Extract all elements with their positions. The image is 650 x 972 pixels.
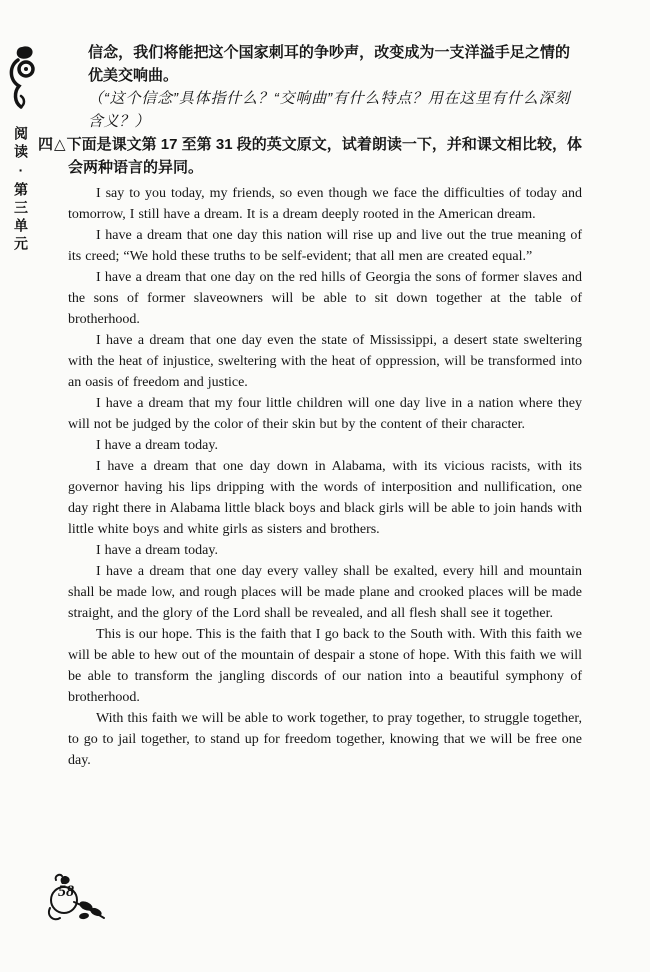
speech-paragraph: I have a dream that one day on the red hills of Georgia the sons of former slaves and the sons of former slaveowners will be able to sit down together at the table of brotherhood. [68,270,582,327]
speech-text-block [68,183,582,771]
speech-paragraph: I have a dream that one day every valley shall be exalted, every hill and mountain shall be made low, and rough places will be made plane and crooked places will be made straight, and the glory of the Lord shall be revealed, and all flesh shall see it together. [68,564,582,621]
speech-paragraph: I have a dream today. [96,543,218,558]
speech-paragraph: I have a dream that one day even the state of Mississippi, a desert state sweltering with the heat of injustice, sweltering with the heat of oppression, will be transformed into an oasis of freedom and justice. [68,333,582,390]
exercise-number: 四 [38,136,54,153]
speech-paragraph: I say to you today, my friends, so even though we face the difficulties of today and tomorrow, I still have a dream. It is a dream deeply rooted in the American dream. [68,186,582,222]
speech-paragraph: I have a dream that my four little children will one day live in a nation where they will not be judged by the color of their skin but by the content of their character. [68,396,582,432]
exercise-prompt [38,133,582,179]
speech-paragraph: This is our hope. This is the faith that I go back to the South with. With this faith we will be able to hew out of the mountain of despair a stone of hope. With this faith we will be able to transform the jangling discords of our nation into a beautiful symphony of brotherhood. [68,627,582,705]
sidebar-chapter-label: 阅读·第三单元 [13,126,29,254]
page-content [38,41,582,771]
speech-paragraph: I have a dream that one day this nation will rise up and live out the true meaning of its creed; “We hold these truths to be self-evident; that all men are created equal.” [68,228,582,264]
triangle-marker-icon: △ [54,136,66,153]
speech-paragraph: I have a dream that one day down in Alabama, with its vicious racists, with its governor having his lips dripping with the words of interposition and nullification, one day right there in Alabama little black boys and black girls will be able to join hands with little white boys and white girls as sisters and brothers. [68,459,582,537]
page-number-ornament [34,872,114,926]
speech-paragraph: With this faith we will be able to work together, to pray together, to struggle together, to go to jail together, to stand up for freedom together, knowing that we will be free one day. [68,711,582,768]
exercise-instruction: 下面是课文第 17 至第 31 段的英文原文，试着朗读一下，并和课文相比较，体会两种语言的异同。 [66,136,582,176]
decorative-flourish-icon [6,44,38,110]
speech-paragraph: I have a dream today. [96,438,218,453]
chinese-question-note: （“这个信念”具体指什么？“交响曲”有什么特点？用在这里有什么深刻含义？） [88,90,570,130]
leaf-flourish-icon [34,872,114,926]
chinese-continuation-text: 信念，我们将能把这个国家刺耳的争吵声，改变成为一支洋溢手足之情的优美交响曲。 [88,44,570,84]
page-number: 58 [58,883,74,900]
